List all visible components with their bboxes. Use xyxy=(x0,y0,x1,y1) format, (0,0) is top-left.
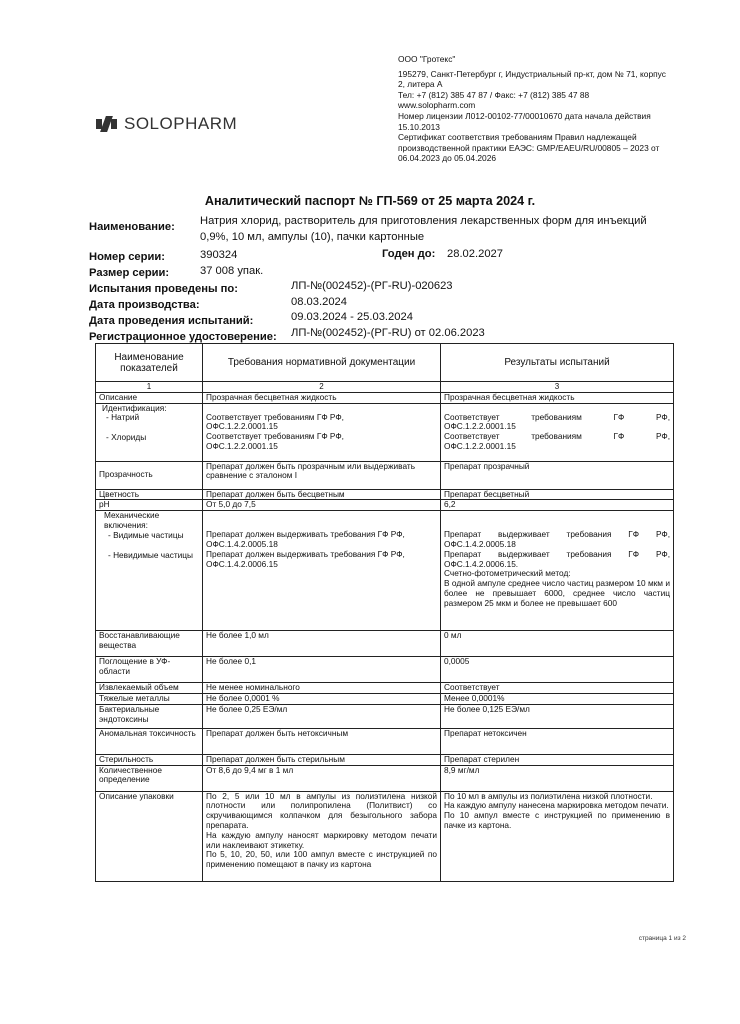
pack-res-3: По 10 ампул вместе с инструкцией по применению в пачке из картона. xyxy=(444,810,670,830)
table-row xyxy=(96,461,674,489)
res-chlorides-2: ОФС.1.2.2.0001.15 xyxy=(444,440,516,451)
series-value: 390324 xyxy=(200,249,238,261)
table-row xyxy=(96,728,674,754)
cell-label xyxy=(96,511,203,631)
table-row xyxy=(96,657,674,683)
company-info xyxy=(398,54,666,164)
series-label: Номер серии: xyxy=(89,251,165,263)
document-title: Аналитический паспорт № ГП-569 от 25 марта 2024 г. xyxy=(204,194,536,208)
cell-result: 6,2 xyxy=(441,500,674,511)
cell-result: Менее 0,0001% xyxy=(441,693,674,704)
company-site: www.solopharm.com xyxy=(398,100,476,111)
cell-requirement: Препарат должен быть бесцветным xyxy=(203,489,441,500)
cell-requirement xyxy=(203,403,441,461)
table-row xyxy=(96,693,674,704)
registration-label: Регистрационное удостоверение: xyxy=(89,331,277,343)
col-number: 3 xyxy=(441,382,674,393)
cell-requirement xyxy=(203,791,441,881)
company-address: 195279, Санкт-Петербург г, Индустриальный пр-кт, дом № 71, корпус 2, литера А xyxy=(398,68,666,90)
header-results: Результаты испытаний xyxy=(441,344,674,382)
cell-requirement: Не менее номинального xyxy=(203,683,441,694)
name-value-2: 0,9%, 10 мл, ампулы (10), пачки картонные xyxy=(200,231,425,243)
table-row xyxy=(96,392,674,403)
cell-requirement: Прозрачная бесцветная жидкость xyxy=(203,392,441,403)
header-indicator: Наименование показателей xyxy=(96,344,203,382)
size-value: 37 008 упак. xyxy=(200,265,264,277)
cell-requirement: От 5,0 до 7,5 xyxy=(203,500,441,511)
production-date-label: Дата производства: xyxy=(89,299,200,311)
cell-label: Восстанавливающие вещества xyxy=(96,631,203,657)
tests-label: Испытания проведены по: xyxy=(89,283,238,295)
res-detail: В одной ампуле среднее число частиц размером 10 мкм и более не превышает 6000, среднее число частиц размером 25 мкм и более не превышает 600 xyxy=(444,578,670,608)
ident-sodium: - Натрий xyxy=(106,412,140,423)
ident-title: Идентификация: xyxy=(102,402,167,413)
solopharm-logo xyxy=(96,114,237,134)
cell-requirement: Не более 0,25 ЕЭ/мл xyxy=(203,704,441,728)
cell-result xyxy=(441,791,674,881)
table-row xyxy=(96,403,674,461)
table-row xyxy=(96,683,674,694)
cell-label: Количественное определение xyxy=(96,765,203,791)
req-chlorides: Соответствует требованиям ГФ РФ, ОФС.1.2.2.0001.15 xyxy=(206,431,344,451)
cell-label: Цветность xyxy=(96,489,203,500)
pack-req-3: По 5, 10, 20, 50, или 100 ампул вместе с инструкцией по применению помещают в пачку из картона xyxy=(206,849,437,870)
cell-label: Бактериальные эндотоксины xyxy=(96,704,203,728)
cell-requirement xyxy=(203,511,441,631)
name-label: Наименование: xyxy=(89,221,175,233)
logo-mark-icon xyxy=(96,116,118,132)
company-phone: Тел: +7 (812) 385 47 87 / Факс: +7 (812) 385 47 88 xyxy=(398,89,590,100)
cell-label: pH xyxy=(96,500,203,511)
cell-result: 8,9 мг/мл xyxy=(441,765,674,791)
cell-result: Соответствует xyxy=(441,683,674,694)
page-footer: страница 1 из 2 xyxy=(638,935,686,942)
header-requirements: Требования нормативной документации xyxy=(203,344,441,382)
cell-requirement: Препарат должен быть прозрачным или выдерживать сравнение с эталоном I xyxy=(203,461,441,489)
cell-result: Препарат прозрачный xyxy=(441,461,674,489)
tests-value: ЛП-№(002452)-(РГ-RU)-020623 xyxy=(291,280,453,292)
cell-requirement: Препарат должен быть стерильным xyxy=(203,754,441,765)
table-row xyxy=(96,754,674,765)
res-visible-2: ОФС.1.4.2.0005.18 xyxy=(444,538,516,549)
cell-label: Описание упаковки xyxy=(96,791,203,881)
cell-result: 0,0005 xyxy=(441,657,674,683)
company-certificate: Сертификат соответствия требованиям Правил надлежащей производственной практики ЕАЭС: GMP/EAEU/RU/00805 – 2023 от 06.04.2023 до 05.04.2026 xyxy=(398,132,660,164)
cell-requirement: Не более 0,0001 % xyxy=(203,693,441,704)
table-row xyxy=(96,511,674,631)
cell-label: Тяжелые металлы xyxy=(96,693,203,704)
table-row xyxy=(96,631,674,657)
cell-result xyxy=(441,403,674,461)
pack-req-1: По 2, 5 или 10 мл в ампулы из полиэтилена низкой плотности или полипропилена (Политвист) со скручивающимся колпачком для безыгольного забора препарата. xyxy=(206,790,437,830)
mech-title: Механические включения: xyxy=(104,510,160,530)
col-number: 2 xyxy=(203,382,441,393)
cell-label: Аномальная токсичность xyxy=(96,728,203,754)
res-chlorides-1: Соответствует требованиям ГФ РФ, xyxy=(444,431,670,442)
cell-requirement: Препарат должен быть нетоксичным xyxy=(203,728,441,754)
cell-requirement: Не более 1,0 мл xyxy=(203,631,441,657)
req-invisible: Препарат должен выдерживать требования ГФ РФ, ОФС.1.4.2.0006.15 xyxy=(206,548,405,569)
res-sodium-1: Соответствует требованиям ГФ РФ, xyxy=(444,411,670,422)
cell-result xyxy=(441,511,674,631)
test-date-label: Дата проведения испытаний: xyxy=(89,315,254,327)
table-number-row xyxy=(96,382,674,393)
logo-text: SOLOPHARM xyxy=(124,114,238,133)
results-table xyxy=(95,343,674,882)
size-label: Размер серии: xyxy=(89,267,170,279)
production-date-value: 08.03.2024 xyxy=(291,296,347,308)
req-visible: Препарат должен выдерживать требования ГФ РФ, ОФС.1.4.2.0005.18 xyxy=(206,529,405,549)
res-visible-1: Препарат выдерживает требования ГФ РФ, xyxy=(444,529,670,540)
cell-label: Поглощение в УФ-области xyxy=(96,657,203,683)
res-invisible-1: Препарат выдерживает требования ГФ РФ, xyxy=(444,548,670,559)
cell-result: Не более 0,125 ЕЭ/мл xyxy=(441,704,674,728)
res-method: Счетно-фотометрический метод: xyxy=(444,568,571,579)
cell-label: Стерильность xyxy=(96,754,203,765)
cell-result: Препарат нетоксичен xyxy=(441,728,674,754)
expiry-label: Годен до: xyxy=(382,248,436,260)
mech-invisible: - Невидимые частицы xyxy=(108,549,194,560)
cell-label xyxy=(96,403,203,461)
cell-requirement: От 8,6 до 9,4 мг в 1 мл xyxy=(203,765,441,791)
req-sodium: Соответствует требованиям ГФ РФ, ОФС.1.2.2.0001.15 xyxy=(206,411,344,432)
pack-res-2: На каждую ампулу нанесена маркировка методом печати. xyxy=(444,800,669,811)
company-license: Номер лицензии Л012-00102-77/00010670 дата начала действия 15.10.2013 xyxy=(398,110,651,132)
name-value-1: Натрия хлорид, растворитель для приготовления лекарственных форм для инъекций xyxy=(200,215,647,227)
pack-req-2: На каждую ампулу наносят маркировку методом печати или наклеивают этикетку. xyxy=(206,829,437,850)
table-row xyxy=(96,765,674,791)
cell-label: Прозрачность xyxy=(96,461,203,489)
cell-requirement: Не более 0,1 xyxy=(203,657,441,683)
table-row xyxy=(96,704,674,728)
res-sodium-2: ОФС.1.2.2.0001.15 xyxy=(444,421,516,432)
cell-result: Препарат стерилен xyxy=(441,754,674,765)
cell-label: Описание xyxy=(96,392,203,403)
table-row xyxy=(96,791,674,881)
ident-chlorides: - Хлориды xyxy=(106,432,147,443)
cell-result: Прозрачная бесцветная жидкость xyxy=(441,392,674,403)
pack-res-1: По 10 мл в ампулы из полиэтилена низкой плотности. xyxy=(444,790,653,801)
registration-value: ЛП-№(002452)-(РГ-RU) от 02.06.2023 xyxy=(291,327,485,339)
table-row xyxy=(96,500,674,511)
company-name: ООО "Гротекс" xyxy=(398,54,456,64)
col-number: 1 xyxy=(96,382,203,393)
expiry-value: 28.02.2027 xyxy=(447,248,503,260)
cell-result: Препарат бесцветный xyxy=(441,489,674,500)
table-row xyxy=(96,489,674,500)
cell-result: 0 мл xyxy=(441,631,674,657)
mech-visible: - Видимые частицы xyxy=(108,529,184,540)
res-invisible-2: ОФС.1.4.2.0006.15. xyxy=(444,558,519,569)
cell-label: Извлекаемый объем xyxy=(96,683,203,694)
test-date-value: 09.03.2024 - 25.03.2024 xyxy=(291,311,413,323)
table-header-row xyxy=(96,344,674,382)
